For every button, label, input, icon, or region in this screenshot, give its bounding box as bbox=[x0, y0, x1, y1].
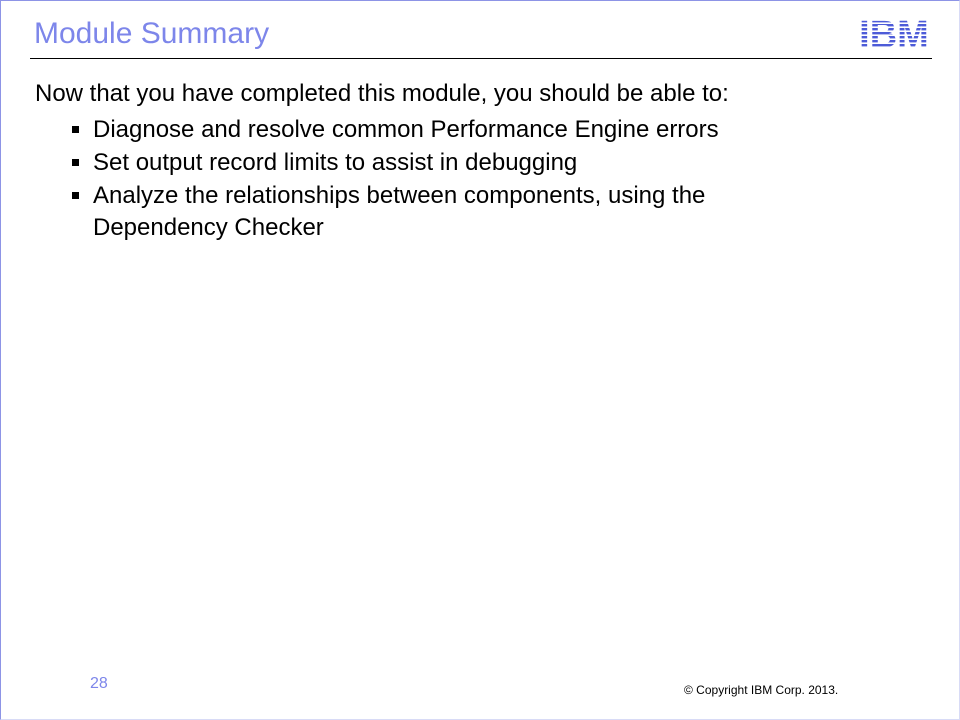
bullet-text: Diagnose and resolve common Performance Engine errors bbox=[93, 116, 719, 143]
bullet-square-icon bbox=[72, 126, 79, 133]
bullet-square-icon bbox=[72, 159, 79, 166]
bullet-item bbox=[70, 147, 813, 179]
bullet-item bbox=[70, 114, 813, 146]
bullet-item bbox=[70, 180, 813, 244]
bullet-text: Set output record limits to assist in debugging bbox=[93, 149, 578, 176]
bullet-square-icon bbox=[72, 192, 79, 199]
svg-text:IBM: IBM bbox=[859, 16, 929, 51]
bullet-list bbox=[70, 114, 813, 245]
ibm-logo bbox=[852, 16, 936, 51]
page-number: 28 bbox=[90, 675, 108, 692]
title-rule bbox=[30, 58, 932, 59]
slide-title: Module Summary bbox=[34, 17, 270, 50]
intro-text: Now that you have completed this module, you should be able to: bbox=[35, 80, 729, 107]
bullet-text: Analyze the relationships between components, using the Dependency Checker bbox=[93, 182, 706, 241]
copyright-notice: © Copyright IBM Corp. 2013. bbox=[684, 683, 839, 697]
